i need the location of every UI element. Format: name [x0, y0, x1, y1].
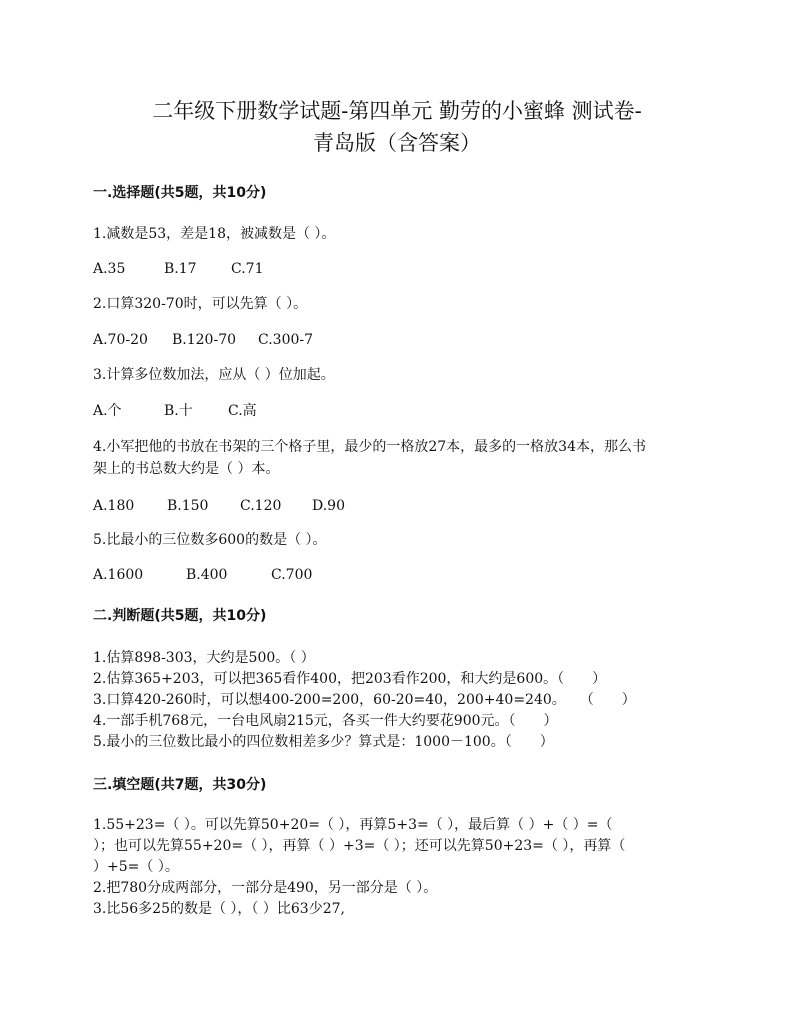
option-b: B.120-70 — [172, 332, 237, 348]
option-c: C.120 — [240, 498, 282, 514]
fill-question-1-line1: 1.55+23=（ ）。可以先算50+20=（ ），再算5+3=（ ），最后算（ ）+（ ）=（ — [93, 817, 613, 833]
option-a: A.180 — [93, 498, 135, 514]
option-a: A.70-20 — [93, 332, 148, 348]
judgement-item-3: 3.口算420-260时，可以想400-200=200，60-20=40，200+40=240。 （ ） — [93, 692, 636, 708]
fill-question-3: 3.比56多25的数是（ ），（ ）比63少27, — [93, 901, 345, 917]
question-1-4-line2: 架上的书总数大约是（ ）本。 — [93, 461, 280, 477]
fill-question-1-line3: ）+5=（ ）。 — [93, 859, 179, 875]
option-b: B.17 — [164, 261, 197, 277]
question-1-5: 5.比最小的三位数多600的数是（ ）。 — [93, 532, 327, 548]
option-b: B.十 — [164, 403, 193, 419]
option-a: A.35 — [93, 261, 126, 277]
section-heading-choice: 一.选择题(共5题，共10分) — [93, 185, 267, 201]
section-heading-fill: 三.填空题(共7题，共30分) — [93, 777, 267, 793]
question-1-4-line1: 4.小军把他的书放在书架的三个格子里，最少的一格放27本，最多的一格放34本，那么书 — [93, 439, 646, 455]
option-d: D.90 — [312, 498, 345, 514]
judgement-item-4: 4.一部手机768元，一台电风扇215元，各买一件大约要花900元。（ ） — [93, 713, 558, 729]
fill-question-1-line2: ）；也可以先算55+20=（ ），再算（ ）+3=（ ）；还可以先算50+23=（ ），再算（ — [93, 838, 626, 854]
question-1-3: 3.计算多位数加法，应从（ ）位加起。 — [93, 367, 335, 383]
option-c: C.700 — [271, 567, 313, 583]
option-b: B.400 — [186, 567, 228, 583]
exam-title-line2: 青岛版（含答案） — [313, 131, 481, 155]
fill-question-2: 2.把780分成两部分，一部分是490，另一部分是（ ）。 — [93, 880, 438, 896]
option-c: C.71 — [231, 261, 264, 277]
option-a: A.个 — [93, 403, 122, 419]
judgement-item-5: 5.最小的三位数比最小的四位数相差多少？算式是：1000－100。（ ） — [93, 734, 554, 750]
option-c: C.300-7 — [258, 332, 314, 348]
judgement-item-2: 2.估算365+203，可以把365看作400，把203看作200，和大约是600。（ ） — [93, 671, 607, 687]
judgement-item-1: 1.估算898-303，大约是500。（ ） — [93, 650, 315, 666]
question-1-2: 2.口算320-70时，可以先算（ ）。 — [93, 296, 308, 312]
option-a: A.1600 — [93, 567, 144, 583]
section-heading-judgement: 二.判断题(共5题，共10分) — [93, 608, 267, 624]
option-b: B.150 — [167, 498, 209, 514]
exam-title-line1: 二年级下册数学试题-第四单元 勤劳的小蜜蜂 测试卷- — [152, 99, 642, 123]
question-1-1: 1.减数是53，差是18，被减数是（ ）。 — [93, 226, 336, 242]
option-c: C.高 — [228, 403, 257, 419]
